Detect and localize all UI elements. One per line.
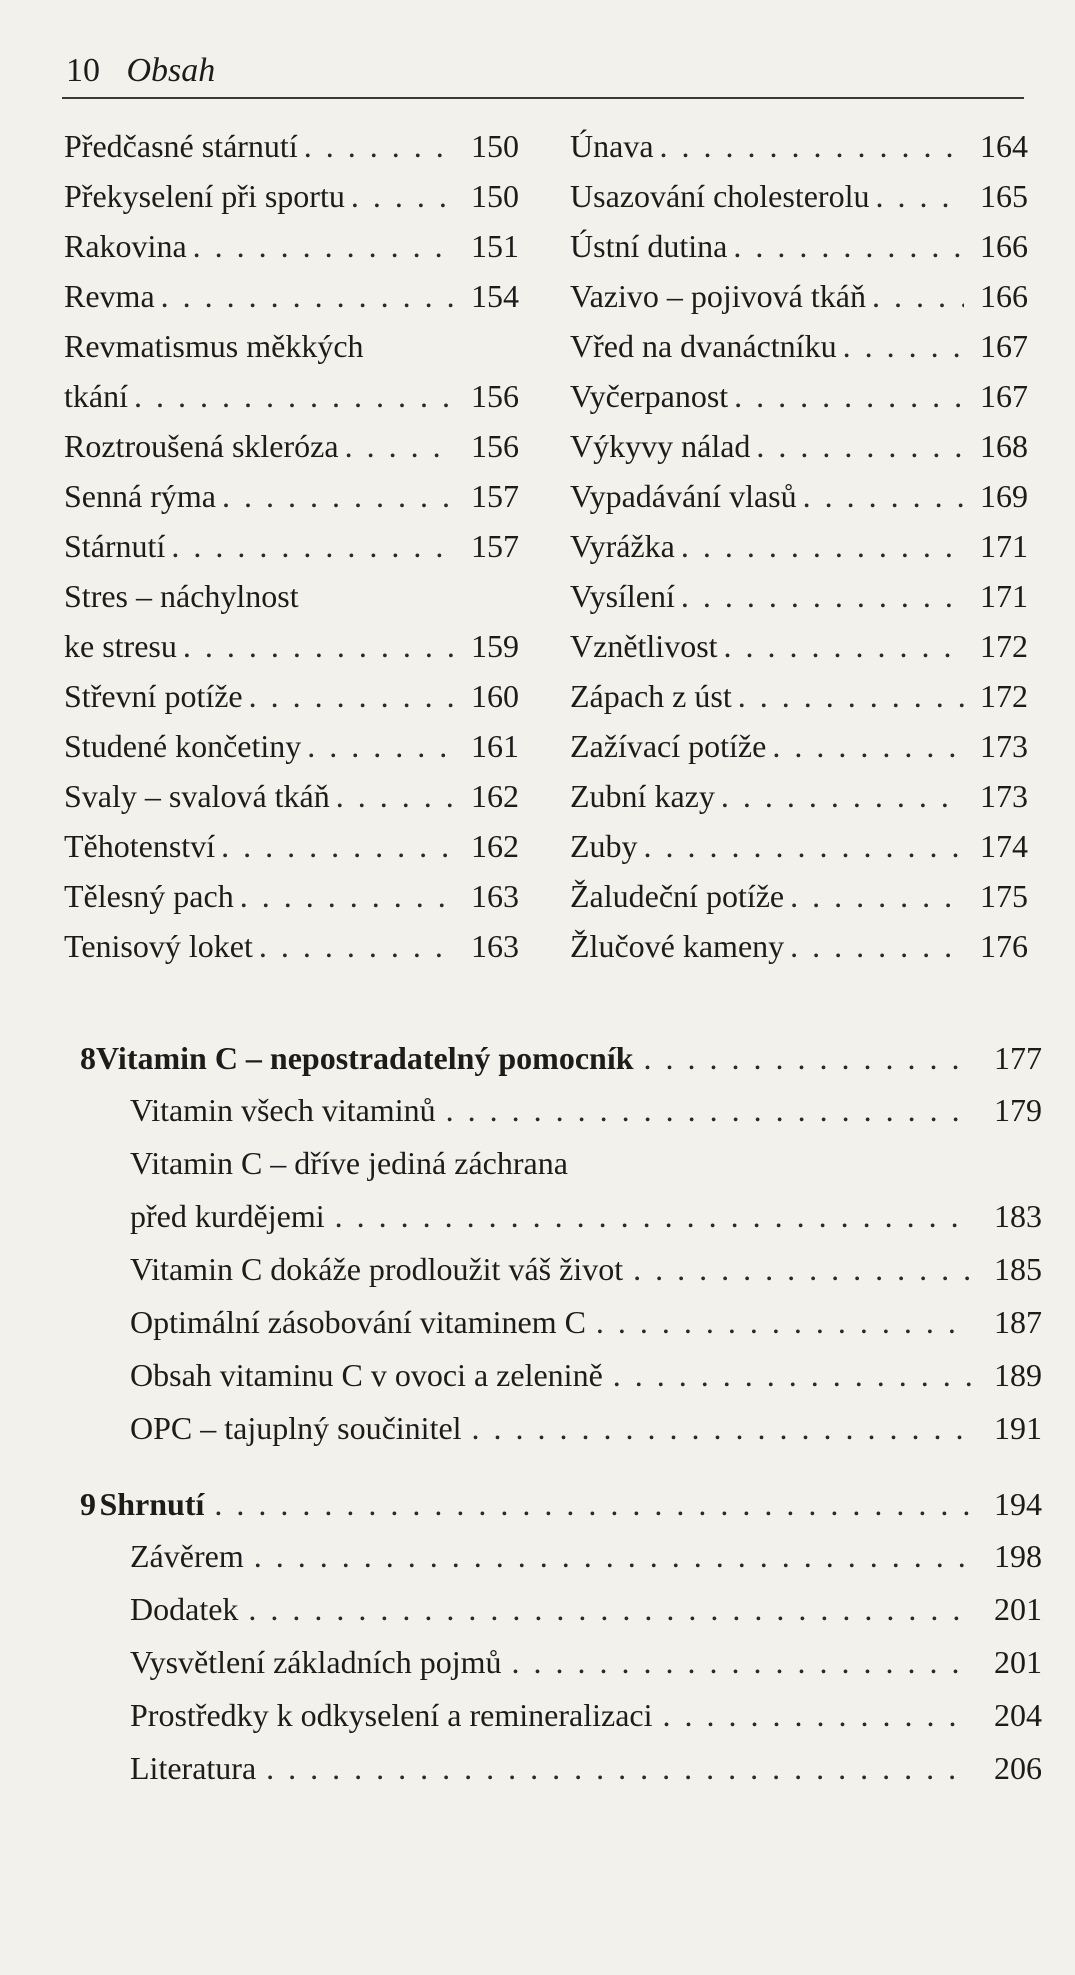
entry-page: 160 [471, 678, 519, 714]
toc-entry[interactable] [64, 228, 519, 278]
entry-title: Studené končetiny [64, 728, 302, 764]
entry-title: Vysvětlení základních pojmů [130, 1644, 502, 1680]
entry-title: Zažívací potíže [570, 728, 767, 764]
chapter-title: Vitamin C – nepostradatelný pomocník [96, 1040, 634, 1076]
entry-title: Závěrem [130, 1538, 244, 1574]
page-number: 10 [66, 52, 100, 89]
entry-page: 206 [994, 1750, 1042, 1786]
running-title: Obsah [126, 52, 216, 89]
entry-page: 173 [980, 778, 1028, 814]
toc-entry[interactable] [64, 928, 519, 978]
entry-title: Vitamin C dokáže prodloužit váš život [130, 1251, 624, 1287]
leader-dots [721, 778, 964, 815]
entry-page: 151 [471, 228, 519, 264]
entry-page: 172 [980, 678, 1028, 714]
entry-page: 179 [994, 1092, 1042, 1128]
leader-dots [304, 128, 455, 165]
leader-dots [221, 828, 455, 865]
entry-title: Senná rýma [64, 478, 216, 514]
entry-title: Výkyvy nálad [570, 428, 751, 464]
toc-entry[interactable] [80, 1357, 1042, 1410]
leader-dots [738, 678, 964, 715]
entry-page: 159 [471, 628, 519, 664]
toc-entry[interactable] [80, 1251, 1042, 1304]
leader-dots [633, 1251, 972, 1288]
leader-dots [335, 1198, 972, 1235]
entry-title: Obsah vitaminu C v ovoci a zelenině [130, 1357, 603, 1393]
leader-dots [307, 728, 455, 765]
leader-dots [875, 178, 964, 215]
toc-entry[interactable] [570, 878, 1028, 928]
toc-entry [64, 578, 519, 628]
entry-title: Tělesný pach [64, 878, 234, 914]
entry-title: OPC – tajuplný součinitel [130, 1410, 462, 1446]
leader-dots [222, 478, 455, 515]
toc-entry[interactable] [64, 178, 519, 228]
toc-entry[interactable] [80, 1591, 1042, 1644]
leader-dots [248, 1591, 972, 1628]
toc-entry[interactable] [570, 778, 1028, 828]
entry-page: 150 [471, 178, 519, 214]
entry-page: 167 [980, 378, 1028, 414]
toc-entry[interactable] [80, 1410, 1042, 1463]
entry-title: Stres – náchylnost [64, 578, 299, 614]
toc-entry [80, 1145, 1042, 1198]
leader-dots [644, 828, 964, 865]
entry-title: Vyrážka [570, 528, 675, 564]
toc-entry[interactable] [80, 1538, 1042, 1591]
entry-title: Zápach z úst [570, 678, 732, 714]
entry-title: Vitamin všech vitaminů [130, 1092, 436, 1128]
toc-entry[interactable] [570, 278, 1028, 328]
leader-dots [336, 778, 455, 815]
toc-entry [64, 328, 519, 378]
toc-entry[interactable] [80, 1750, 1042, 1803]
entry-title: Střevní potíže [64, 678, 243, 714]
entry-page: 157 [471, 478, 519, 514]
entry-page: 165 [980, 178, 1028, 214]
entry-page: 201 [994, 1591, 1042, 1627]
chapter-8-heading[interactable] [80, 1040, 1042, 1092]
entry-title: Literatura [130, 1750, 257, 1786]
entry-page: 154 [471, 278, 519, 314]
entry-page: 167 [980, 328, 1028, 364]
entry-title: Vypadávání vlasů [570, 478, 797, 514]
toc-entry[interactable] [64, 628, 519, 678]
entry-title: Předčasné stárnutí [64, 128, 298, 164]
entry-title: Rakovina [64, 228, 187, 264]
entry-page: 164 [980, 128, 1028, 164]
entry-title: Stárnutí [64, 528, 166, 564]
toc-entry[interactable] [570, 828, 1028, 878]
entry-title: Překyselení při sportu [64, 178, 345, 214]
entry-title: Optimální zásobování vitaminem C [130, 1304, 586, 1340]
toc-entry[interactable] [570, 728, 1028, 778]
leader-dots [171, 528, 455, 565]
entry-page: 174 [980, 828, 1028, 864]
entry-title: Těhotenství [64, 828, 216, 864]
leader-dots [254, 1538, 972, 1575]
entry-page: 172 [980, 628, 1028, 664]
toc-entry[interactable] [64, 528, 519, 578]
leader-dots [596, 1304, 972, 1341]
entry-title: Usazování cholesterolu [570, 178, 870, 214]
toc-entry[interactable] [64, 728, 519, 778]
leader-dots [644, 1040, 972, 1077]
entry-page: 156 [471, 378, 519, 414]
entry-page: 201 [994, 1644, 1042, 1680]
toc-entry[interactable] [570, 678, 1028, 728]
leader-dots [734, 378, 964, 415]
toc-entry[interactable] [80, 1644, 1042, 1697]
entry-page: 187 [994, 1304, 1042, 1340]
entry-title: Dodatek [130, 1591, 239, 1627]
chapter-9-heading[interactable] [80, 1486, 1042, 1538]
toc-entry[interactable] [64, 128, 519, 178]
toc-entry[interactable] [64, 428, 519, 478]
toc-entry[interactable] [64, 878, 519, 928]
leader-dots [681, 528, 964, 565]
chapter-page: 177 [994, 1040, 1042, 1076]
entry-title: Vřed na dvanáctníku [570, 328, 837, 364]
entry-page: 166 [980, 278, 1028, 314]
entry-page: 168 [980, 428, 1028, 464]
leader-dots [733, 228, 964, 265]
entry-title: Žlučové kameny [570, 928, 785, 964]
leader-dots [183, 628, 455, 665]
leader-dots [240, 878, 455, 915]
toc-entry[interactable] [80, 1198, 1042, 1251]
entry-page: 175 [980, 878, 1028, 914]
leader-dots [790, 928, 964, 965]
entry-page: 189 [994, 1357, 1042, 1393]
leader-dots [161, 278, 455, 315]
toc-entry[interactable] [64, 778, 519, 828]
entry-page: 156 [471, 428, 519, 464]
leader-dots [259, 928, 455, 965]
entry-title: Vyčerpanost [570, 378, 729, 414]
toc-entry[interactable] [570, 378, 1028, 428]
leader-dots [249, 678, 455, 715]
toc-right-column [570, 128, 1028, 978]
entry-page: 166 [980, 228, 1028, 264]
leader-dots [724, 628, 964, 665]
toc-entry[interactable] [570, 428, 1028, 478]
toc-left-column [64, 128, 519, 978]
entry-title: Zuby [570, 828, 638, 864]
chapter-page: 194 [994, 1486, 1042, 1522]
entry-title: Svaly – svalová tkáň [64, 778, 330, 814]
toc-entry[interactable] [80, 1697, 1042, 1750]
entry-page: 204 [994, 1697, 1042, 1733]
leader-dots [511, 1644, 972, 1681]
entry-page: 173 [980, 728, 1028, 764]
entry-title: Žaludeční potíže [570, 878, 785, 914]
entry-title: Únava [570, 128, 654, 164]
leader-dots [681, 578, 964, 615]
entry-page: 161 [471, 728, 519, 764]
entry-page: 171 [980, 578, 1028, 614]
leader-dots [214, 1486, 972, 1523]
toc-entry[interactable] [570, 228, 1028, 278]
leader-dots [790, 878, 964, 915]
leader-dots [351, 178, 455, 215]
entry-page: 176 [980, 928, 1028, 964]
leader-dots [472, 1410, 972, 1447]
toc-entry[interactable] [570, 578, 1028, 628]
entry-page: 162 [471, 828, 519, 864]
leader-dots [345, 428, 455, 465]
page-header [66, 52, 215, 90]
leader-dots [613, 1357, 972, 1394]
toc-entry[interactable] [64, 278, 519, 328]
toc-entry[interactable] [80, 1092, 1042, 1145]
leader-dots [803, 478, 964, 515]
entry-page: 183 [994, 1198, 1042, 1234]
entry-page: 169 [980, 478, 1028, 514]
leader-dots [193, 228, 455, 265]
entry-page: 171 [980, 528, 1028, 564]
leader-dots [872, 278, 964, 315]
toc-entry[interactable] [570, 928, 1028, 978]
toc-entry[interactable] [64, 828, 519, 878]
chapter-8-section [80, 1040, 1042, 1463]
entry-page: 198 [994, 1538, 1042, 1574]
header-rule [62, 97, 1024, 99]
entry-title: Revmatismus měkkých [64, 328, 364, 364]
leader-dots [772, 728, 964, 765]
leader-dots [266, 1750, 972, 1787]
entry-title: před kurdějemi [130, 1198, 325, 1234]
toc-entry[interactable] [570, 128, 1028, 178]
toc-entry[interactable] [80, 1304, 1042, 1357]
toc-entry[interactable] [64, 678, 519, 728]
entry-title: Prostředky k odkyselení a remineralizaci [130, 1697, 653, 1733]
entry-page: 185 [994, 1251, 1042, 1287]
toc-entry[interactable] [570, 328, 1028, 378]
chapter-number: 9 [80, 1486, 96, 1522]
entry-page: 163 [471, 928, 519, 964]
chapter-title: Shrnutí [99, 1486, 205, 1522]
leader-dots [446, 1092, 972, 1129]
toc-entry[interactable] [64, 378, 519, 428]
entry-title: Vysílení [570, 578, 675, 614]
entry-title: Revma [64, 278, 155, 314]
leader-dots [662, 1697, 972, 1734]
entry-title: Tenisový loket [64, 928, 253, 964]
entry-title: Roztroušená skleróza [64, 428, 339, 464]
entry-title: Vitamin C – dříve jediná záchrana [130, 1145, 568, 1181]
leader-dots [134, 378, 455, 415]
entry-title: Vazivo – pojivová tkáň [570, 278, 866, 314]
toc-entry[interactable] [570, 528, 1028, 578]
entry-title: Vznětlivost [570, 628, 718, 664]
leader-dots [843, 328, 964, 365]
leader-dots [756, 428, 964, 465]
entry-page: 191 [994, 1410, 1042, 1446]
entry-title: tkání [64, 378, 128, 414]
chapter-9-section [80, 1486, 1042, 1803]
entry-page: 162 [471, 778, 519, 814]
toc-entry[interactable] [570, 478, 1028, 528]
leader-dots [660, 128, 964, 165]
entry-title: ke stresu [64, 628, 177, 664]
entry-title: Zubní kazy [570, 778, 715, 814]
entry-title: Ústní dutina [570, 228, 728, 264]
entry-page: 150 [471, 128, 519, 164]
toc-entry[interactable] [570, 178, 1028, 228]
entry-page: 163 [471, 878, 519, 914]
toc-entry[interactable] [570, 628, 1028, 678]
entry-page: 157 [471, 528, 519, 564]
chapter-number: 8 [80, 1040, 96, 1076]
toc-entry[interactable] [64, 478, 519, 528]
